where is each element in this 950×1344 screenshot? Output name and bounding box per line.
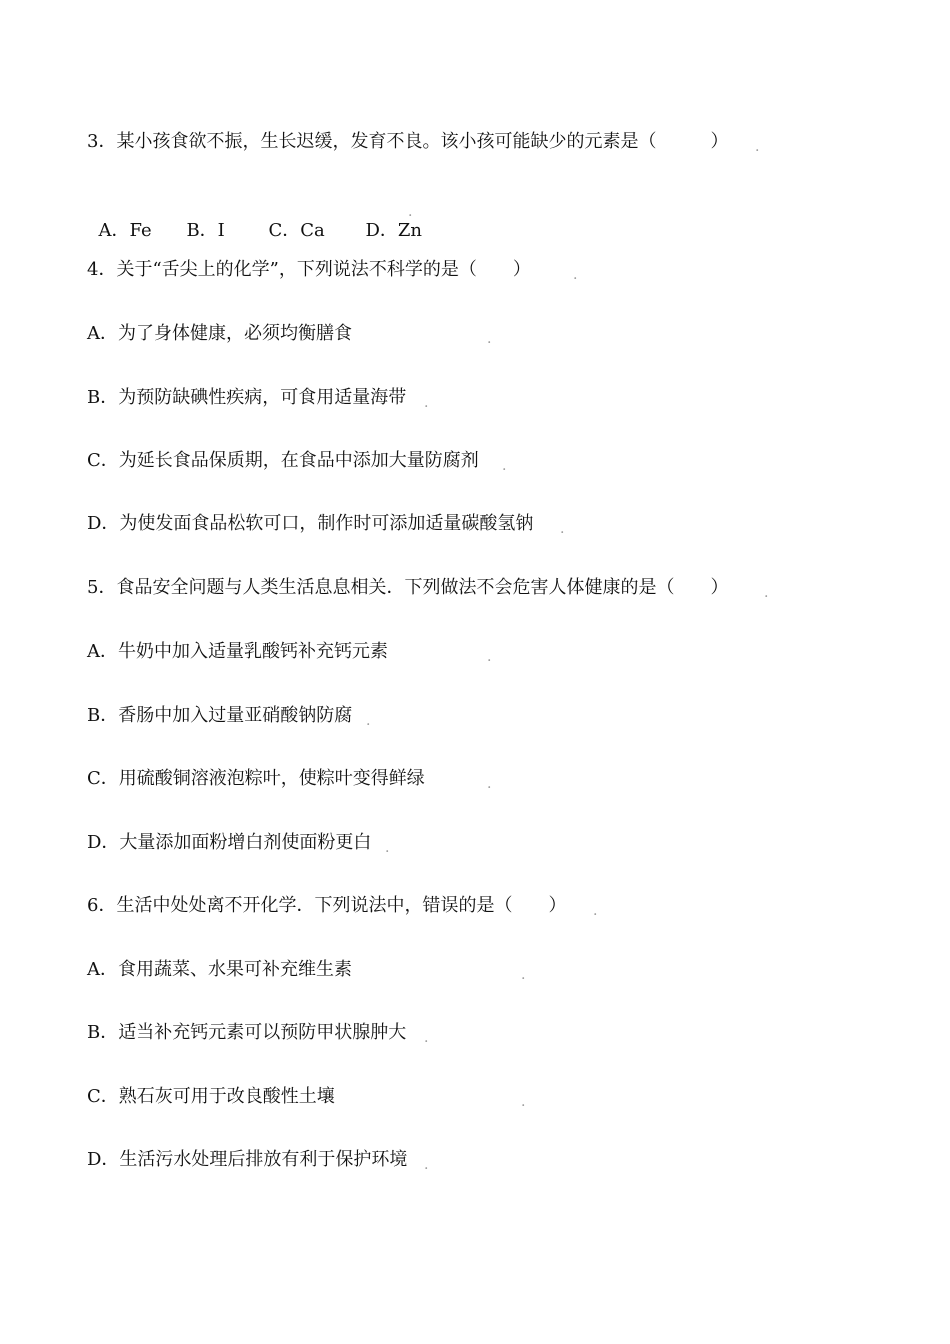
line-end-mark: . xyxy=(424,1030,429,1046)
line-end-mark: . xyxy=(764,585,769,601)
question-4-option-b: B．为预防缺碘性疾病，可食用适量海带 xyxy=(87,387,407,408)
line-end-mark: . xyxy=(593,903,598,919)
line-end-mark: . xyxy=(487,649,492,665)
question-3-stem: 3．某小孩食欲不振，生长迟缓，发育不良。该小孩可能缺少的元素是（ ） xyxy=(87,131,729,152)
question-6-option-a: A．食用蔬菜、水果可补充维生素 xyxy=(87,959,352,980)
line-end-mark: . xyxy=(424,1157,429,1173)
question-4-option-c: C．为延长食品保质期，在食品中添加大量防腐剂 xyxy=(87,450,479,471)
question-4-option-d: D．为使发面食品松软可口，制作时可添加适量碳酸氢钠 xyxy=(87,513,534,534)
option-b: B．I xyxy=(186,220,225,241)
option-d: D．Zn xyxy=(365,220,422,241)
question-6-option-b: B．适当补充钙元素可以预防甲状腺肿大 xyxy=(87,1022,407,1043)
line-end-mark: . xyxy=(366,713,371,729)
question-5-option-b: B．香肠中加入过量亚硝酸钠防腐 xyxy=(87,705,353,726)
option-a: A．Fe xyxy=(98,220,152,241)
line-end-mark: . xyxy=(408,204,413,220)
line-end-mark: . xyxy=(521,967,526,983)
question-4-stem: 4．关于“舌尖上的化学”，下列说法不科学的是（ ） xyxy=(87,259,531,280)
line-end-mark: . xyxy=(487,331,492,347)
line-end-mark: . xyxy=(487,776,492,792)
line-end-mark: . xyxy=(755,139,760,155)
question-6-option-d: D．生活污水处理后排放有利于保护环境 xyxy=(87,1149,408,1170)
line-end-mark: . xyxy=(385,840,390,856)
line-end-mark: . xyxy=(573,267,578,283)
question-5-stem: 5．食品安全问题与人类生活息息相关．下列做法不会危害人体健康的是（ ） xyxy=(87,577,729,598)
line-end-mark: . xyxy=(502,458,507,474)
question-3-options xyxy=(87,195,422,243)
option-c: C．Ca xyxy=(268,220,325,241)
question-5-option-c: C．用硫酸铜溶液泡粽叶，使粽叶变得鲜绿 xyxy=(87,768,425,789)
question-5-option-a: A．牛奶中加入适量乳酸钙补充钙元素 xyxy=(87,641,388,662)
question-5-option-d: D．大量添加面粉增白剂使面粉更白 xyxy=(87,832,372,853)
line-end-mark: . xyxy=(560,521,565,537)
line-end-mark: . xyxy=(424,395,429,411)
question-6-option-c: C．熟石灰可用于改良酸性土壤 xyxy=(87,1086,335,1107)
question-4-option-a: A．为了身体健康，必须均衡膳食 xyxy=(87,323,352,344)
question-6-stem: 6．生活中处处离不开化学．下列说法中，错误的是（ ） xyxy=(87,895,567,916)
line-end-mark: . xyxy=(521,1094,526,1110)
